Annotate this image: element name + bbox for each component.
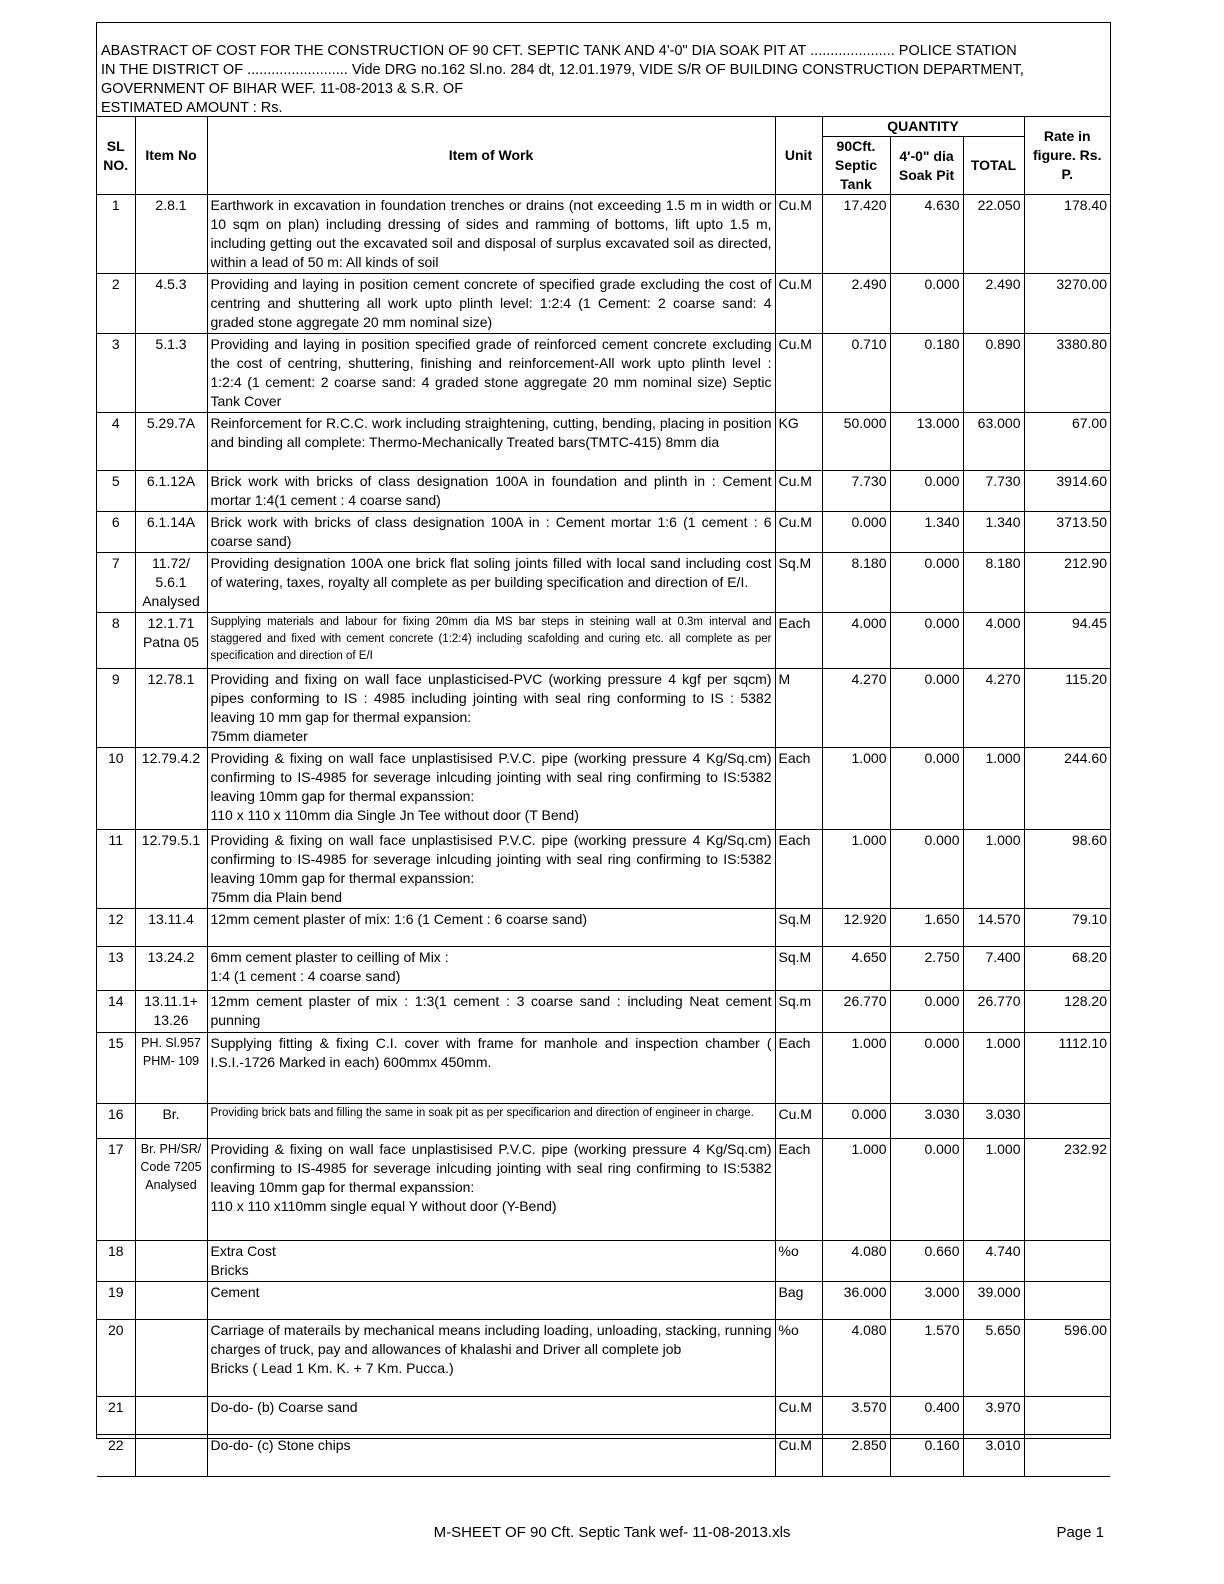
row-rate: 68.20	[1024, 947, 1110, 991]
row-unit: Each	[775, 748, 822, 830]
row-septic-qty: 50.000	[822, 413, 890, 471]
row-total-qty: 63.000	[963, 413, 1024, 471]
row-soak-qty: 0.400	[890, 1397, 963, 1435]
row-item-of-work	[207, 613, 775, 669]
row-septic-qty: 4.650	[822, 947, 890, 991]
row-soak-qty: 0.000	[890, 991, 963, 1033]
row-total-qty: 1.000	[963, 1033, 1024, 1104]
row-item-of-work	[207, 512, 775, 553]
row-rate: 128.20	[1024, 991, 1110, 1033]
table-row	[97, 613, 1110, 669]
work-text: 1:4 (1 cement : 4 coarse sand)	[210, 968, 401, 984]
row-unit: Each	[775, 1139, 822, 1241]
row-septic-qty: 0.710	[822, 334, 890, 413]
row-rate: 79.10	[1024, 909, 1110, 947]
row-rate: 115.20	[1024, 669, 1110, 748]
row-item-of-work	[207, 909, 775, 947]
row-item-of-work	[207, 334, 775, 413]
row-rate: 3270.00	[1024, 274, 1110, 334]
table-row	[97, 669, 1110, 748]
row-septic-qty: 12.920	[822, 909, 890, 947]
row-soak-qty: 0.180	[890, 334, 963, 413]
row-septic-qty: 0.000	[822, 512, 890, 553]
work-text: Providing & fixing on wall face unplastisised P.V.C. pipe (working pressure 4 Kg/Sq.cm) confirming to IS-4985 for severage inlcuding jointing with seal ring confirming to IS:5382 leaving 10mm gap for thermal expanssion:	[210, 832, 772, 886]
row-soak-qty: 3.030	[890, 1104, 963, 1139]
work-text: 110 x 110 x110mm single equal Y without door (Y-Bend)	[210, 1198, 557, 1214]
row-sl: 6	[97, 512, 135, 553]
work-text: Providing and fixing on wall face unplasticised-PVC (working pressure 4 kgf per sqcm) pipes conforming to IS : 4985 including jointing with seal ring conforming to IS : 5382 leaving 10 mm gap for thermal expansion:	[210, 671, 772, 725]
row-total-qty: 7.400	[963, 947, 1024, 991]
estimate-sheet	[96, 22, 1111, 1453]
row-sl: 8	[97, 613, 135, 669]
row-rate	[1024, 1282, 1110, 1320]
row-total-qty: 4.270	[963, 669, 1024, 748]
row-item-no: 12.79.5.1	[135, 830, 207, 909]
row-soak-qty: 4.630	[890, 195, 963, 274]
work-text: Providing and laying in position specified grade of reinforced cement concrete excluding the cost of centring, shuttering, finishing and reinforcement-All work upto plinth level : 1:2:4 (1 cement: 2 coarse sand: 4 graded stone aggregate 20 mm nominal size) Septic Tank Cover	[210, 336, 772, 409]
row-rate: 94.45	[1024, 613, 1110, 669]
table-row	[97, 553, 1110, 613]
row-septic-qty: 7.730	[822, 471, 890, 512]
row-unit: %o	[775, 1241, 822, 1282]
row-unit: Each	[775, 1033, 822, 1104]
row-item-of-work	[207, 553, 775, 613]
row-unit: Sq.M	[775, 553, 822, 613]
row-total-qty: 1.000	[963, 1139, 1024, 1241]
row-septic-qty: 4.000	[822, 613, 890, 669]
row-item-no: Br. PH/SR/ Code 7205 Analysed	[135, 1139, 207, 1241]
work-text: 110 x 110 x 110mm dia Single Jn Tee without door (T Bend)	[210, 807, 579, 823]
col-soak-pit: 4'-0" dia Soak Pit	[890, 137, 963, 195]
row-unit: Cu.M	[775, 1397, 822, 1435]
row-soak-qty: 3.000	[890, 1282, 963, 1320]
row-item-no: 12.1.71 Patna 05	[135, 613, 207, 669]
row-total-qty: 3.970	[963, 1397, 1024, 1435]
col-item-no: Item No	[135, 117, 207, 195]
row-total-qty: 39.000	[963, 1282, 1024, 1320]
row-sl: 15	[97, 1033, 135, 1104]
row-total-qty: 3.010	[963, 1435, 1024, 1477]
row-soak-qty: 1.650	[890, 909, 963, 947]
row-unit: Each	[775, 830, 822, 909]
table-row	[97, 274, 1110, 334]
row-item-no: 6.1.14A	[135, 512, 207, 553]
work-text: Providing and laying in position cement concrete of specified grade excluding the cost of centring and shuttering all work upto plinth level: 1:2:4 (1 Cement: 2 coarse sand: 4 graded stone aggregate 20 mm nominal size)	[210, 276, 772, 330]
table-row	[97, 947, 1110, 991]
row-item-of-work	[207, 1320, 775, 1397]
work-text: Supplying fitting & fixing C.I. cover with frame for manhole and inspection chamber ( I.S.I.-1726 Marked in each) 600mmx 450mm.	[210, 1035, 772, 1070]
row-sl: 14	[97, 991, 135, 1033]
row-unit: Sq.M	[775, 947, 822, 991]
row-sl: 21	[97, 1397, 135, 1435]
footer-page-number: Page 1	[1056, 1524, 1104, 1541]
row-item-of-work	[207, 195, 775, 274]
row-item-of-work	[207, 274, 775, 334]
row-unit: Cu.M	[775, 512, 822, 553]
row-sl: 3	[97, 334, 135, 413]
col-item-of-work: Item of Work	[207, 117, 775, 195]
row-total-qty: 3.030	[963, 1104, 1024, 1139]
table-row	[97, 991, 1110, 1033]
row-item-no: 13.24.2	[135, 947, 207, 991]
work-text: Providing & fixing on wall face unplastisised P.V.C. pipe (working pressure 4 Kg/Sq.cm) confirming to IS-4985 for severage inlcuding jointing with seal ring confirming to IS:5382 leaving 10mm gap for thermal expanssion:	[210, 750, 772, 804]
row-item-no: 5.29.7A	[135, 413, 207, 471]
work-text: 12mm cement plaster of mix: 1:6 (1 Cement : 6 coarse sand)	[210, 911, 588, 927]
row-unit: M	[775, 669, 822, 748]
row-unit: Cu.M	[775, 195, 822, 274]
work-text: Providing & fixing on wall face unplastisised P.V.C. pipe (working pressure 4 Kg/Sq.cm) confirming to IS-4985 for severage inlcuding jointing with seal ring confirming to IS:5382 leaving 10mm gap for thermal expanssion:	[210, 1141, 772, 1195]
work-text: Brick work with bricks of class designation 100A in foundation and plinth in : Cement mortar 1:4(1 cement : 4 coarse sand)	[210, 473, 772, 508]
row-item-of-work	[207, 669, 775, 748]
row-sl: 20	[97, 1320, 135, 1397]
row-sl: 7	[97, 553, 135, 613]
work-text: Bricks ( Lead 1 Km. K. + 7 Km. Pucca.)	[210, 1360, 454, 1376]
table-row	[97, 1435, 1110, 1477]
abstract-table	[97, 117, 1110, 1477]
work-text: Supplying materials and labour for fixing 20mm dia MS bar steps in steining wall at 0.3m interval and staggered and fixed with cement concrete (1:2:4) including scafolding and curing etc. all complete as per specification and direction of E/I	[210, 616, 772, 662]
row-septic-qty: 17.420	[822, 195, 890, 274]
row-soak-qty: 0.000	[890, 748, 963, 830]
col-total: TOTAL	[963, 137, 1024, 195]
row-soak-qty: 0.660	[890, 1241, 963, 1282]
row-septic-qty: 1.000	[822, 748, 890, 830]
work-text: Do-do- (c) Stone chips	[210, 1437, 351, 1453]
row-item-no	[135, 1397, 207, 1435]
table-row	[97, 1104, 1110, 1139]
table-row	[97, 1241, 1110, 1282]
row-total-qty: 4.000	[963, 613, 1024, 669]
row-sl: 11	[97, 830, 135, 909]
row-item-of-work	[207, 1282, 775, 1320]
work-text: Providing brick bats and filling the same in soak pit as per specificarion and direction of engineer in charge.	[210, 1107, 754, 1119]
row-total-qty: 4.740	[963, 1241, 1024, 1282]
row-unit: Sq.M	[775, 909, 822, 947]
row-soak-qty: 0.000	[890, 1033, 963, 1104]
work-text: 12mm cement plaster of mix : 1:3(1 cement : 3 coarse sand : including Neat cement punning	[210, 993, 772, 1028]
row-rate	[1024, 1397, 1110, 1435]
row-septic-qty: 1.000	[822, 830, 890, 909]
row-item-of-work	[207, 1435, 775, 1477]
row-rate: 212.90	[1024, 553, 1110, 613]
row-unit: Cu.M	[775, 1435, 822, 1477]
row-septic-qty: 26.770	[822, 991, 890, 1033]
row-rate: 3713.50	[1024, 512, 1110, 553]
row-unit: Each	[775, 613, 822, 669]
row-total-qty: 1.340	[963, 512, 1024, 553]
work-text: Reinforcement for R.C.C. work including straightening, cutting, bending, placing in position and binding all complete: Thermo-Mechanically Treated bars(TMTC-415) 8mm dia	[210, 415, 772, 450]
row-total-qty: 1.000	[963, 748, 1024, 830]
work-text: Carriage of materails by mechanical means including loading, unloading, stacking, running charges of truck, pay and allowances of khalashi and Driver all complete job	[210, 1322, 772, 1357]
sheet-header	[97, 23, 1110, 117]
row-septic-qty: 0.000	[822, 1104, 890, 1139]
row-septic-qty: 36.000	[822, 1282, 890, 1320]
row-total-qty: 0.890	[963, 334, 1024, 413]
row-rate: 98.60	[1024, 830, 1110, 909]
row-sl: 16	[97, 1104, 135, 1139]
header-line-1: ABASTRACT OF COST FOR THE CONSTRUCTION OF 90 CFT. SEPTIC TANK AND 4'-0" DIA SOAK PIT AT ..................... POLICE STATION	[101, 43, 1017, 59]
row-total-qty: 7.730	[963, 471, 1024, 512]
row-sl: 19	[97, 1282, 135, 1320]
work-text: 75mm dia Plain bend	[210, 889, 343, 905]
table-row	[97, 1397, 1110, 1435]
table-row	[97, 471, 1110, 512]
row-septic-qty: 4.080	[822, 1241, 890, 1282]
row-sl: 22	[97, 1435, 135, 1477]
row-total-qty: 26.770	[963, 991, 1024, 1033]
row-unit: Cu.M	[775, 334, 822, 413]
table-row	[97, 1282, 1110, 1320]
row-total-qty: 1.000	[963, 830, 1024, 909]
row-item-no: 4.5.3	[135, 274, 207, 334]
row-rate	[1024, 1241, 1110, 1282]
table-row	[97, 413, 1110, 471]
row-unit: Cu.M	[775, 1104, 822, 1139]
work-text: Do-do- (b) Coarse sand	[210, 1399, 358, 1415]
table-row	[97, 334, 1110, 413]
row-item-no: Br.	[135, 1104, 207, 1139]
row-rate	[1024, 1104, 1110, 1139]
row-septic-qty: 2.850	[822, 1435, 890, 1477]
row-item-no	[135, 1241, 207, 1282]
row-item-of-work	[207, 1033, 775, 1104]
row-item-of-work	[207, 1104, 775, 1139]
table-row	[97, 1033, 1110, 1104]
row-total-qty: 22.050	[963, 195, 1024, 274]
row-total-qty: 14.570	[963, 909, 1024, 947]
col-unit: Unit	[775, 117, 822, 195]
row-soak-qty: 0.000	[890, 471, 963, 512]
row-sl: 10	[97, 748, 135, 830]
row-soak-qty: 0.000	[890, 274, 963, 334]
table-row	[97, 1139, 1110, 1241]
work-text: Earthwork in excavation in foundation trenches or drains (not exceeding 1.5 m in width or 10 sqm on plan) including dressing of sides and ramming of bottoms, lift upto 1.5 m, including getting out the excavated soil and disposal of surplus excavated soil as directed, within a lead of 50 m: All kinds of soil	[210, 197, 772, 270]
row-septic-qty: 2.490	[822, 274, 890, 334]
table-row	[97, 830, 1110, 909]
row-soak-qty: 0.000	[890, 613, 963, 669]
row-soak-qty: 0.000	[890, 830, 963, 909]
row-sl: 9	[97, 669, 135, 748]
row-total-qty: 5.650	[963, 1320, 1024, 1397]
row-total-qty: 8.180	[963, 553, 1024, 613]
row-item-of-work	[207, 748, 775, 830]
row-item-no	[135, 1282, 207, 1320]
row-item-of-work	[207, 471, 775, 512]
row-soak-qty: 0.160	[890, 1435, 963, 1477]
row-rate	[1024, 1435, 1110, 1477]
row-rate: 178.40	[1024, 195, 1110, 274]
row-item-of-work	[207, 991, 775, 1033]
table-row	[97, 195, 1110, 274]
row-septic-qty: 1.000	[822, 1139, 890, 1241]
table-row	[97, 1320, 1110, 1397]
footer-filename: M-SHEET OF 90 Cft. Septic Tank wef- 11-08-2013.xls	[433, 1524, 791, 1541]
row-unit: %o	[775, 1320, 822, 1397]
row-soak-qty: 1.340	[890, 512, 963, 553]
row-soak-qty: 1.570	[890, 1320, 963, 1397]
row-item-no: 5.1.3	[135, 334, 207, 413]
row-item-no: 11.72/ 5.6.1 Analysed	[135, 553, 207, 613]
row-rate: 67.00	[1024, 413, 1110, 471]
row-unit: KG	[775, 413, 822, 471]
table-row	[97, 512, 1110, 553]
row-item-of-work	[207, 413, 775, 471]
row-sl: 5	[97, 471, 135, 512]
col-quantity: QUANTITY	[822, 117, 1024, 137]
row-sl: 13	[97, 947, 135, 991]
header-line-3: GOVERNMENT OF BIHAR WEF. 11-08-2013 & S.R. OF	[101, 81, 464, 97]
row-item-of-work	[207, 1397, 775, 1435]
row-item-no: 6.1.12A	[135, 471, 207, 512]
row-item-no: 2.8.1	[135, 195, 207, 274]
row-soak-qty: 13.000	[890, 413, 963, 471]
row-septic-qty: 8.180	[822, 553, 890, 613]
col-rate: Rate in figure. Rs. P.	[1024, 117, 1110, 195]
row-item-of-work	[207, 1139, 775, 1241]
work-text: Brick work with bricks of class designation 100A in : Cement mortar 1:6 (1 cement : 6 coarse sand)	[210, 514, 772, 549]
row-item-no: 12.78.1	[135, 669, 207, 748]
row-item-no: 13.11.4	[135, 909, 207, 947]
row-unit: Cu.M	[775, 471, 822, 512]
header-line-4: ESTIMATED AMOUNT : Rs.	[101, 100, 283, 116]
row-item-of-work	[207, 830, 775, 909]
row-item-no	[135, 1320, 207, 1397]
row-sl: 4	[97, 413, 135, 471]
work-text: Extra Cost	[210, 1243, 276, 1259]
row-sl: 2	[97, 274, 135, 334]
col-sl: SL NO.	[97, 117, 135, 195]
row-item-no: 12.79.4.2	[135, 748, 207, 830]
row-unit: Cu.M	[775, 274, 822, 334]
work-text: 75mm diameter	[210, 728, 308, 744]
row-rate: 1112.10	[1024, 1033, 1110, 1104]
row-soak-qty: 0.000	[890, 1139, 963, 1241]
table-row	[97, 909, 1110, 947]
row-rate: 596.00	[1024, 1320, 1110, 1397]
row-unit: Bag	[775, 1282, 822, 1320]
row-sl: 18	[97, 1241, 135, 1282]
row-item-no: 13.11.1+ 13.26	[135, 991, 207, 1033]
row-rate: 3914.60	[1024, 471, 1110, 512]
header-line-2: IN THE DISTRICT OF ......................... Vide DRG no.162 Sl.no. 284 dt, 12.01.1979, VIDE S/R OF BUILDING CONSTRUCTION DEPARTMENT,	[101, 62, 1024, 78]
row-sl: 1	[97, 195, 135, 274]
row-item-of-work	[207, 1241, 775, 1282]
work-text: Providing designation 100A one brick flat soling joints filled with local sand including cost of watering, taxes, royalty all complete as per building specification and direction of E/I.	[210, 555, 772, 590]
row-item-of-work	[207, 947, 775, 991]
table-row	[97, 748, 1110, 830]
row-septic-qty: 4.080	[822, 1320, 890, 1397]
work-text: 6mm cement plaster to ceilling of Mix :	[210, 949, 449, 965]
row-sl: 17	[97, 1139, 135, 1241]
row-soak-qty: 0.000	[890, 553, 963, 613]
row-soak-qty: 2.750	[890, 947, 963, 991]
row-rate: 3380.80	[1024, 334, 1110, 413]
row-soak-qty: 0.000	[890, 669, 963, 748]
row-rate: 232.92	[1024, 1139, 1110, 1241]
work-text: Cement	[210, 1284, 260, 1300]
row-item-no: PH. Sl.957 PHM- 109	[135, 1033, 207, 1104]
row-septic-qty: 4.270	[822, 669, 890, 748]
row-rate: 244.60	[1024, 748, 1110, 830]
work-text: Bricks	[210, 1262, 249, 1278]
row-item-no	[135, 1435, 207, 1477]
row-sl: 12	[97, 909, 135, 947]
row-total-qty: 2.490	[963, 274, 1024, 334]
row-septic-qty: 1.000	[822, 1033, 890, 1104]
row-unit: Sq.m	[775, 991, 822, 1033]
row-septic-qty: 3.570	[822, 1397, 890, 1435]
col-septic-tank: 90Cft. Septic Tank	[822, 137, 890, 195]
